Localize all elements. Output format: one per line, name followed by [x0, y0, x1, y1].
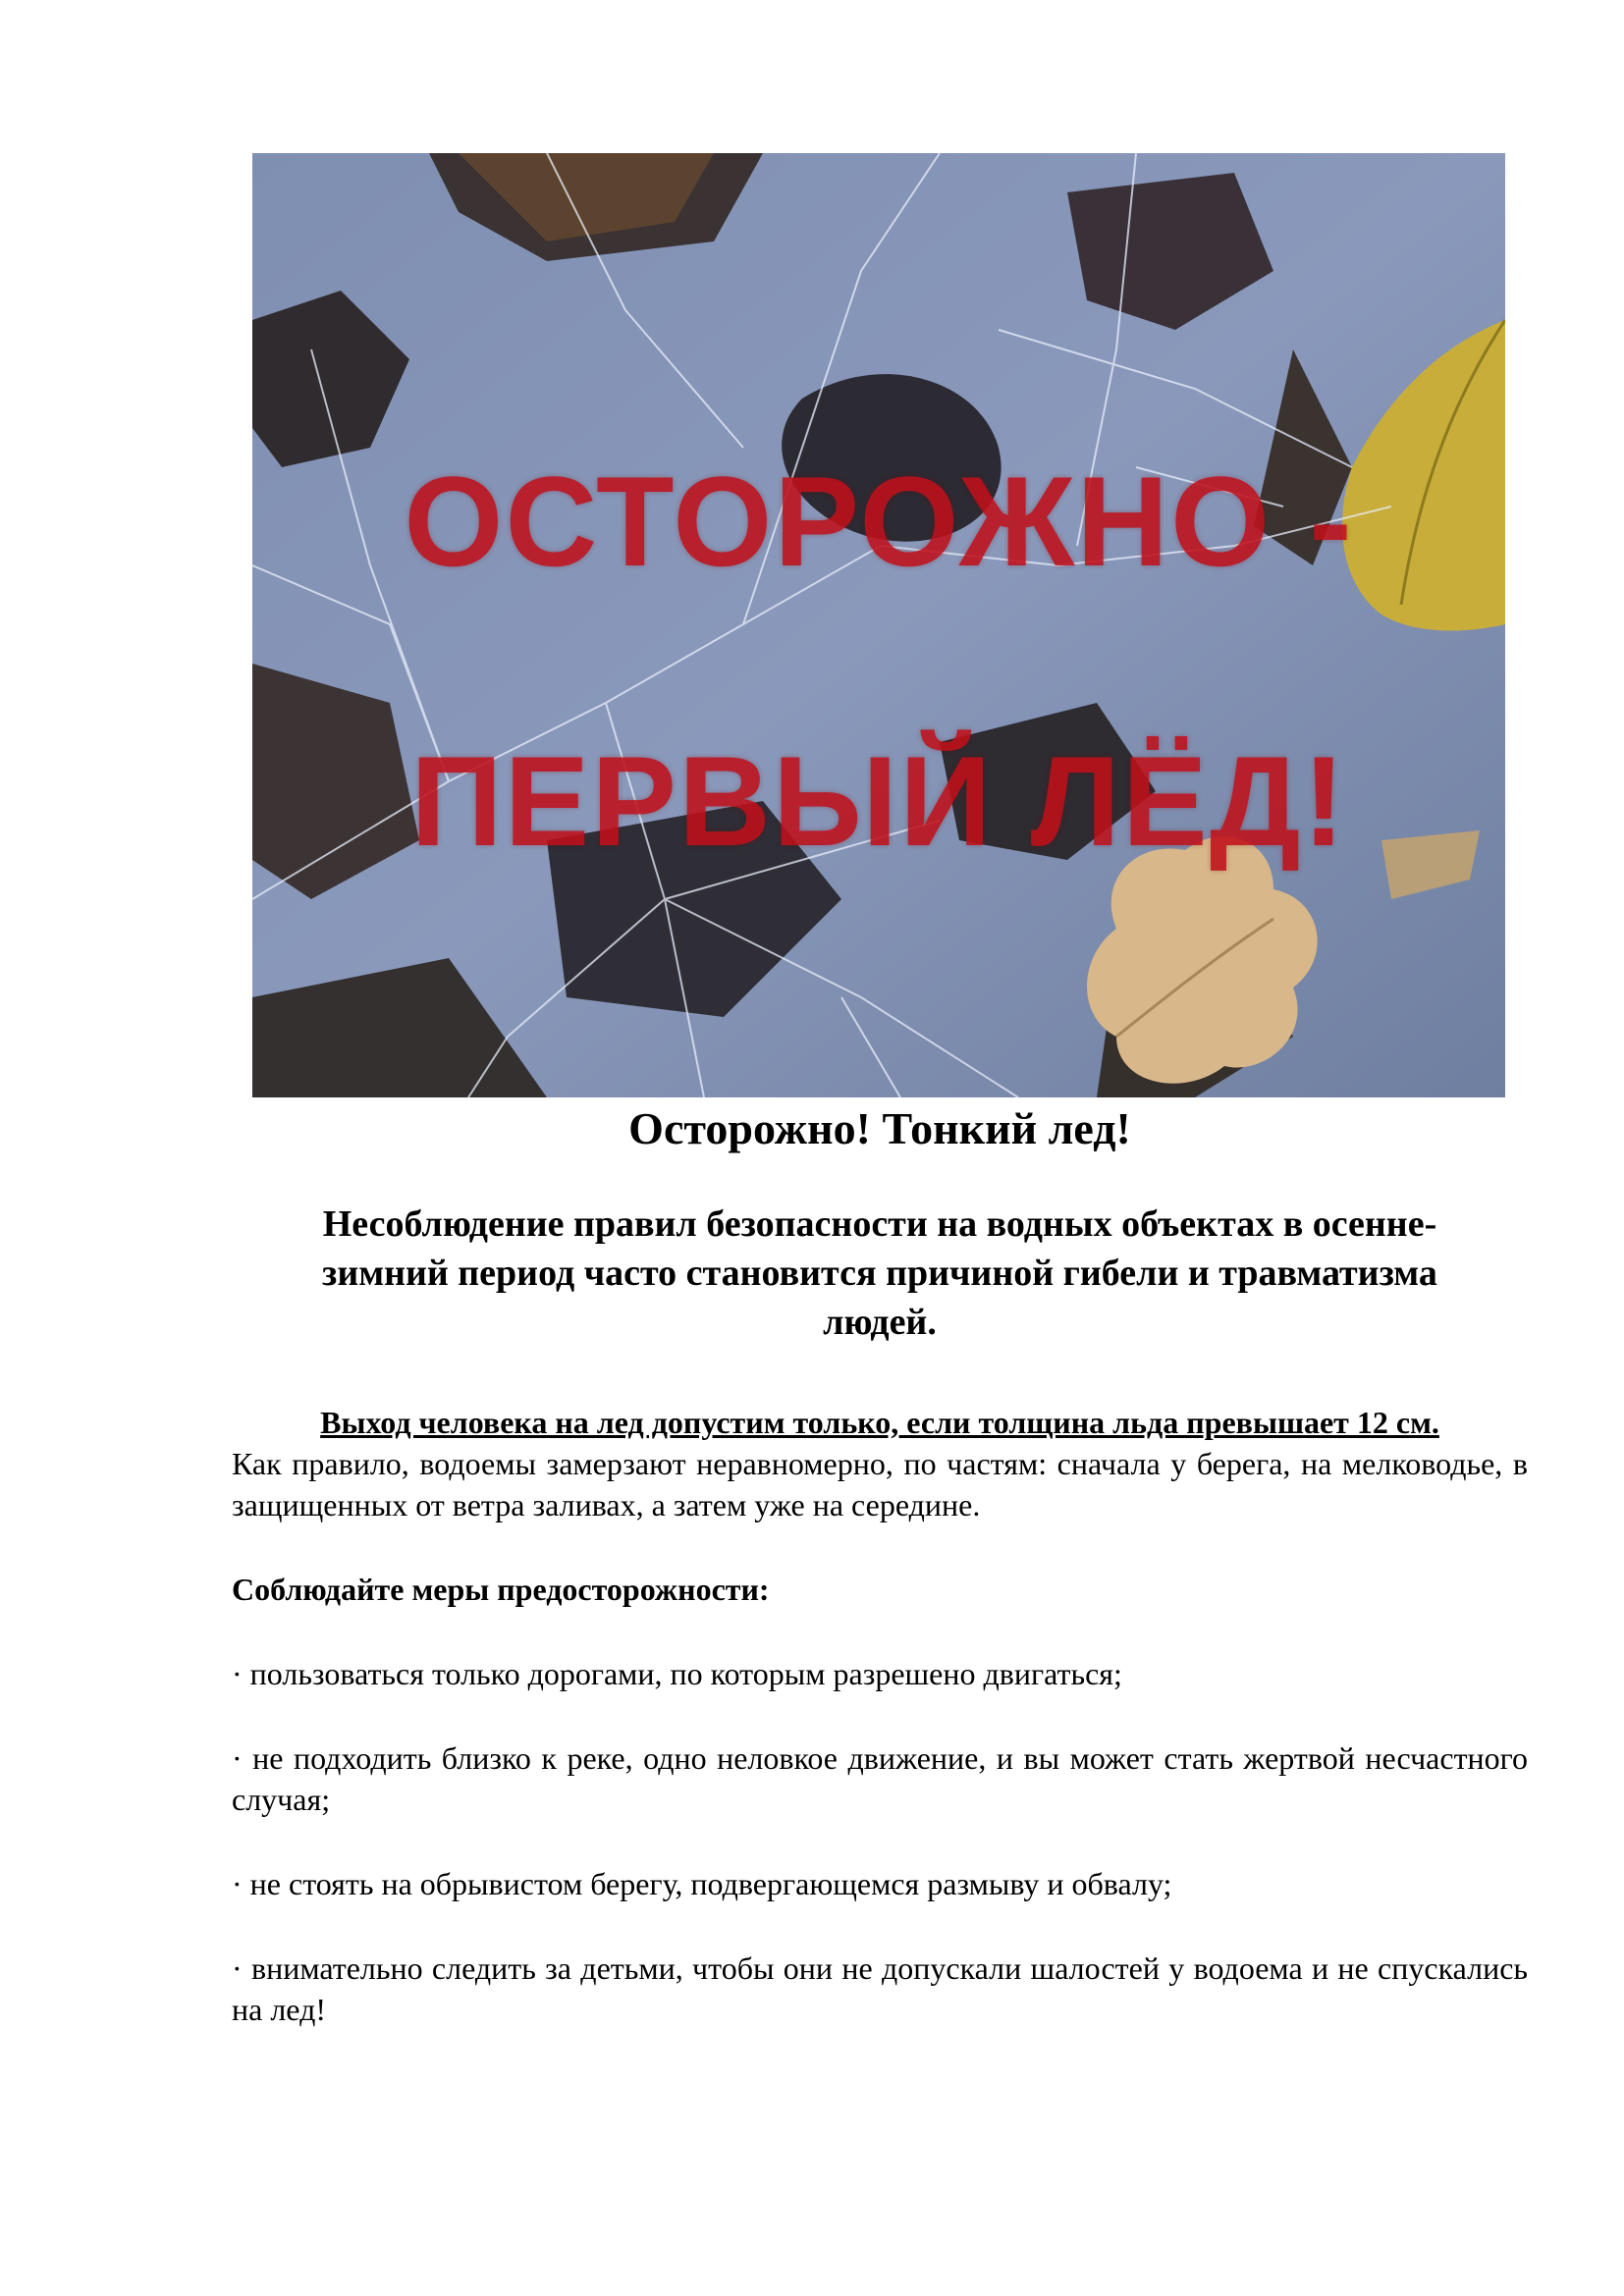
measures-heading: Соблюдайте меры предосторожности: — [232, 1572, 770, 1607]
list-item: · не стоять на обрывистом берегу, подвергающемся размыву и обвалу; — [232, 1866, 1172, 1901]
hero-title-line-2: ПЕРВЫЙ ЛЁД! — [410, 729, 1347, 873]
list-item: · не подходить близко к реке, одно неловкое движение, и вы может стать жертвой несчастного случая; — [232, 1740, 1528, 1817]
hero-title-line-1: ОСТОРОЖНО - — [404, 450, 1354, 593]
page-subtitle: Осторожно! Тонкий лед! — [628, 1103, 1131, 1153]
list-item: · внимательно следить за детьми, чтобы они не допускали шалостей у водоема и не спускались на лед! — [232, 1950, 1528, 2027]
measures-list — [232, 1653, 1528, 2030]
document-body — [232, 1097, 1528, 2073]
ice-thickness-rule: Выход человека на лед допустим только, если толщина льда превышает 12 см. — [320, 1405, 1439, 1440]
lead-paragraph: Несоблюдение правил безопасности на водных объектах в осенне-зимний период часто становится причиной гибели и травматизма людей. — [322, 1203, 1437, 1343]
list-item: · пользоваться только дорогами, по которым разрешено двигаться; — [232, 1656, 1122, 1691]
hero-banner — [252, 153, 1505, 1097]
cracked-ice-photo — [252, 153, 1505, 1097]
intro-paragraph: Как правило, водоемы замерзают неравномерно, по частям: сначала у берега, на мелководье, в защищенных от ветра заливах, а затем уже на середине. — [232, 1446, 1528, 1522]
